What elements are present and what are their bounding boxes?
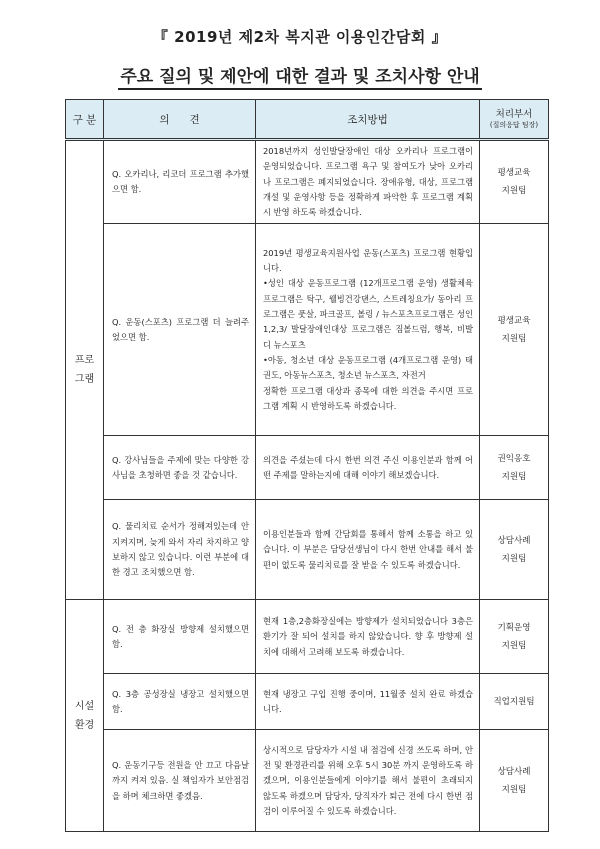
category-label: 그램: [74, 374, 95, 386]
header-category: 구 분: [66, 100, 104, 140]
table-row: [66, 500, 549, 600]
dept-cell: 직업지원팀: [480, 674, 549, 730]
opinion-cell: Q. 강사님들을 주제에 맞는 다양한 강사님을 초청하면 좋을 것 같습니다.: [104, 436, 256, 500]
page-subtitle: 주요 질의 및 제안에 대한 결과 및 조치사항 안내: [0, 62, 600, 87]
opinion-cell: Q. 3층 공성장실 냉장고 설치했으면 함.: [104, 674, 256, 730]
action-cell: 의견을 주셨는데 다시 한번 의견 주신 이용인분과 함께 어떤 주제를 말하는지에 대해 이야기 해보겠습니다.: [256, 436, 480, 500]
category-label: 프로: [74, 355, 95, 367]
action-cell: 이용인분들과 함께 간담회를 통해서 함께 소통을 하고 있습니다. 이 부분은 담당선생님이 다시 한번 안내를 해서 불편이 없도록 물리치료를 잘 받을 수 있도록 하겠습니다.: [256, 500, 480, 600]
table-row: [66, 436, 549, 500]
table-row: [66, 140, 549, 224]
opinion-cell: Q. 물리치료 순서가 정해져있는데 안 지켜지며, 늦게 와서 자리 차지하고 양보하지 않고 있습니다. 이런 부분에 대한 경고 조치했으면 함.: [104, 500, 256, 600]
category-cell: [66, 600, 104, 832]
action-cell: 현재 냉장고 구입 진행 중이며, 11월중 설치 완료 하겠습니다.: [256, 674, 480, 730]
category-label: 환경: [74, 719, 95, 731]
dept-cell: 상담사례 지원팀: [480, 500, 549, 600]
dept-cell: 평생교육 지원팀: [480, 140, 549, 224]
category-cell: [66, 140, 104, 600]
opinion-cell: Q. 운동(스포츠) 프로그램 더 늘려주었으면 함.: [104, 224, 256, 436]
opinion-cell: Q. 오카리나, 리코더 프로그램 추가했으면 함.: [104, 140, 256, 224]
table-row: [66, 600, 549, 674]
action-cell: 상시적으로 담당자가 시설 내 점검에 신경 쓰도록 하며, 안전 및 환경관리를 위해 오후 5시 30분 까지 운영하도록 하겠으며, 이용인분들에게 이야기를 해서 불편이 초래되지 않도록 하겠으며 담당자, 당직자가 퇴근 전에 다시 한번 점검이 이루어질 수 있도록 하겠습니다.: [256, 730, 480, 832]
category-label: 시설: [74, 700, 95, 712]
table-row: [66, 224, 549, 436]
table-row: [66, 730, 549, 832]
table-row: [66, 674, 549, 730]
header-opinion: 의 견: [104, 100, 256, 140]
action-cell: 2019년 평생교육지원사업 운동(스포츠) 프로그램 현황입니다. •성인 대상 운동프로그램 (12개프로그램 운영) 생활체육프로그램은 탁구, 웰빙건강댄스, 스트레칭요가/ 동아리 프로그램은 풋살, 파크골프, 볼링 / 뉴스포츠프로그램은 성인 1,2,3/ 발달장애인대상 프로그램은 짐볼드럼, 행복, 비발디 뉴스포츠 •아동, 청소년 대상 운동프로그램 (4개프로그램 운영) 태권도, 아동뉴스포츠, 청소년 뉴스포츠, 자전거 정확한 프로그램 대상과 종목에 대한 의견을 주시면 프로그램 계획 시 반영하도록 하겠습니다.: [256, 224, 480, 436]
action-cell: 현재 1층,2층화장실에는 방향제가 설치되었습니다 3층은 환기가 잘 되어 설치를 하지 않았습니다. 향 후 방향제 설치에 대해서 고려해 보도록 하겠습니다.: [256, 600, 480, 674]
opinion-cell: Q. 전 층 화장실 방향제 설치했으면 함.: [104, 600, 256, 674]
header-action: 조치방법: [256, 100, 480, 140]
dept-cell: 권익옹호 지원팀: [480, 436, 549, 500]
action-cell: 2018년까지 성인발달장애인 대상 오카리나 프로그램이 운영되었습니다. 프로그램 욕구 및 참여도가 낮아 오카리나 프로그램은 폐지되었습니다. 장애유형, 대상, 프로그램개설 및 운영사항 등을 정확하게 파악한 후 프로그램 계획 시 반영 하도록 하겠습니다.: [256, 140, 480, 224]
page-title: 『 2019년 제2차 복지관 이용인간담회 』: [152, 28, 448, 46]
results-table: [65, 99, 549, 832]
opinion-cell: Q. 운동기구등 전원을 안 끄고 다음날까지 켜져 있음. 실 책임자가 보안점검을 하며 체크하면 좋겠음.: [104, 730, 256, 832]
dept-cell: 상담사례 지원팀: [480, 730, 549, 832]
dept-cell: 기획운영 지원팀: [480, 600, 549, 674]
table-header-row: [66, 100, 549, 140]
dept-cell: 평생교육 지원팀: [480, 224, 549, 436]
header-dept: 처리부서 (질의응답 팀장): [480, 100, 549, 140]
